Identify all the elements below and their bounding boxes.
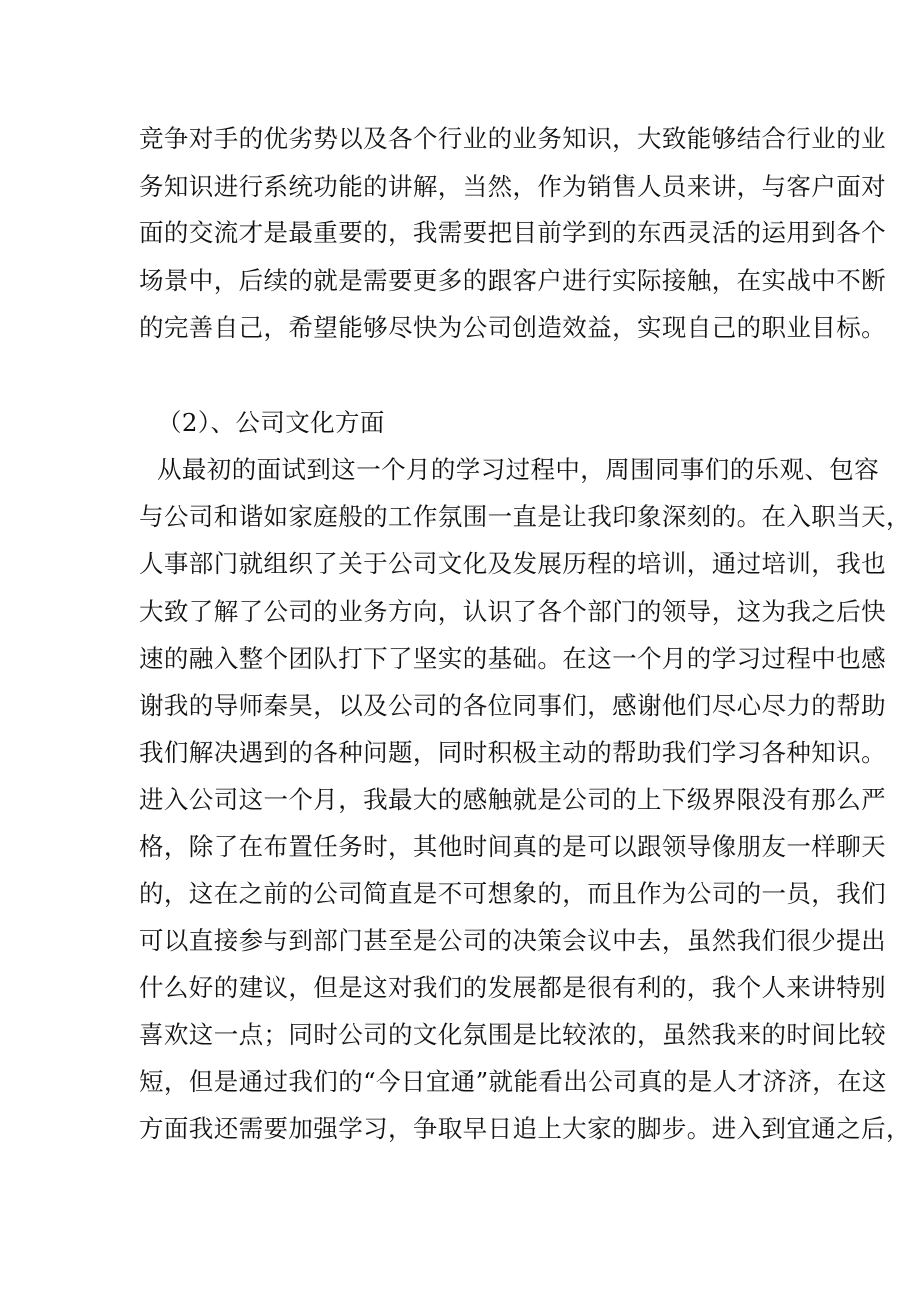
text-line: 短，但是通过我们的“今日宜通”就能看出公司真的是人才济济，在这 xyxy=(139,1067,887,1096)
text-line: 的完善自己，希望能够尽快为公司创造效益，实现自己的职业目标。 xyxy=(139,313,886,342)
text-line: 速的融入整个团队打下了坚实的基础。在这一个月的学习过程中也感 xyxy=(139,644,886,673)
text-line: 方面我还需要加强学习，争取早日追上大家的脚步。进入到宜通之后， xyxy=(139,1114,911,1143)
text-line: 谢我的导师秦昊，以及公司的各位同事们，感谢他们尽心尽力的帮助 xyxy=(139,691,886,720)
text-line: 与公司和谐如家庭般的工作氛围一直是让我印象深刻的。在入职当天， xyxy=(139,502,911,531)
text-line: 什么好的建议，但是这对我们的发展都是很有利的，我个人来讲特别 xyxy=(139,973,886,1002)
text-line: 的，这在之前的公司简直是不可想象的，而且作为公司的一员，我们 xyxy=(139,879,886,908)
text-line: 可以直接参与到部门甚至是公司的决策会议中去，虽然我们很少提出 xyxy=(139,926,886,955)
text-line: 务知识进行系统功能的讲解，当然，作为销售人员来讲，与客户面对 xyxy=(139,172,886,201)
text-line: 大致了解了公司的业务方向，认识了各个部门的领导，这为我之后快 xyxy=(139,597,886,626)
text-line: 人事部门就组织了关于公司文化及发展历程的培训，通过培训，我也 xyxy=(139,549,886,578)
section-heading: （2）、公司文化方面 xyxy=(157,408,385,437)
text-line: 进入公司这一个月，我最大的感触就是公司的上下级界限没有那么严 xyxy=(139,785,886,814)
text-line: 喜欢这一点；同时公司的文化氛围是比较浓的，虽然我来的时间比较 xyxy=(139,1020,886,1049)
text-line: 我们解决遇到的各种问题，同时积极主动的帮助我们学习各种知识。 xyxy=(139,738,886,767)
text-line: 竞争对手的优劣势以及各个行业的业务知识，大致能够结合行业的业 xyxy=(139,124,886,153)
text-line: 面的交流才是最重要的，我需要把目前学到的东西灵活的运用到各个 xyxy=(139,218,886,247)
text-line: 从最初的面试到这一个月的学习过程中，周围同事们的乐观、包容 xyxy=(157,455,880,484)
text-line: 场景中，后续的就是需要更多的跟客户进行实际接触，在实战中不断 xyxy=(139,266,886,295)
text-line: 格，除了在布置任务时，其他时间真的是可以跟领导像朋友一样聊天 xyxy=(139,832,886,861)
